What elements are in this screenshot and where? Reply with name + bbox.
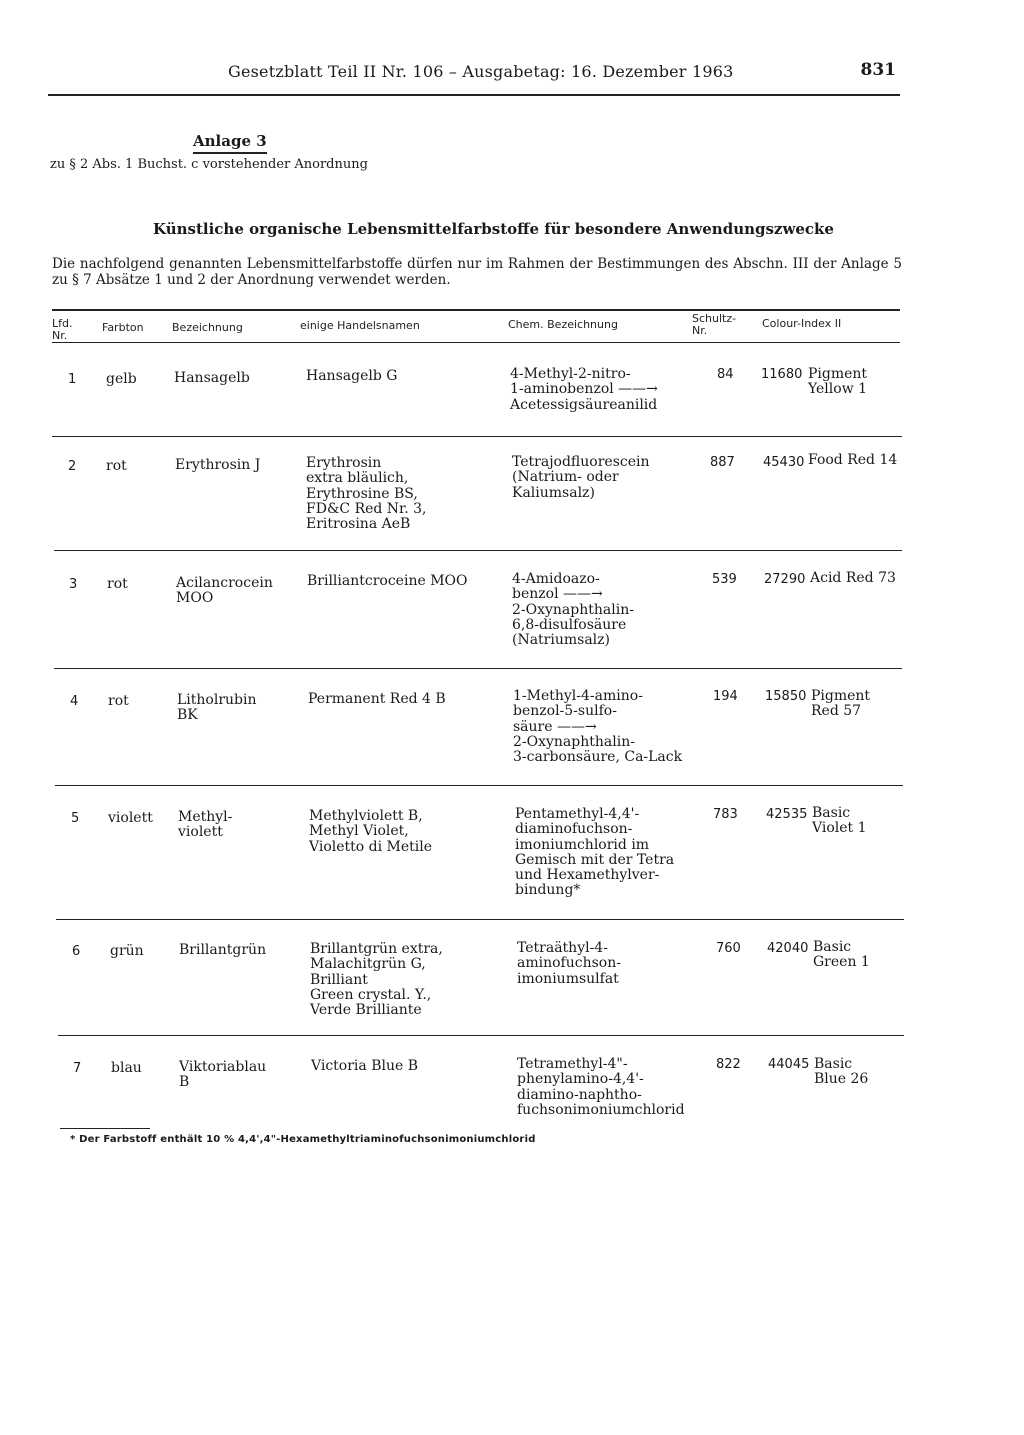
- row-chem: Tetrajodfluorescein (Natrium- oder Kaliumsalz): [512, 454, 650, 501]
- header-title: Gesetzblatt Teil II Nr. 106 – Ausgabetag: 16. Dezember 1963: [228, 62, 734, 81]
- row-farbton: rot: [107, 576, 128, 592]
- row-farbton: rot: [108, 693, 129, 709]
- anlage-reference: zu § 2 Abs. 1 Buchst. c vorstehender Anordnung: [50, 157, 368, 172]
- row-ci-number: 11680: [761, 367, 803, 382]
- row-ci-name: Basic Green 1: [813, 939, 870, 971]
- row-chem: 1-Methyl-4-amino- benzol-5-sulfo- säure ——→ 2-Oxynaphthalin- 3-carbonsäure, Ca-Lack: [513, 688, 683, 766]
- row-nr: 7: [73, 1061, 82, 1076]
- row-ci-name: Pigment Yellow 1: [808, 366, 868, 398]
- row-bezeichnung: Brillantgrün: [179, 942, 267, 958]
- row-chem: Tetramethyl-4"- phenylamino-4,4'- diamino-naphtho- fuchsonimoniumchlorid: [517, 1056, 685, 1118]
- row-chem: 4-Amidoazo- benzol ——→ 2-Oxynaphthalin- 6,8-disulfosäure (Natriumsalz): [512, 571, 634, 649]
- column-header-nr: Lfd. Nr.: [52, 317, 73, 342]
- column-header-handelsnamen: einige Handelsnamen: [300, 319, 420, 332]
- row-bezeichnung: Methyl- violett: [178, 809, 233, 841]
- row-ci-number: 42535: [766, 807, 808, 822]
- row-chem: Pentamethyl-4,4'- diaminofuchson- imoniumchlorid im Gemisch mit der Tetra und Hexamethylver- bindung*: [515, 806, 675, 899]
- row-separator: [56, 919, 904, 920]
- row-ci-number: 42040: [767, 941, 809, 956]
- column-header-schultz: Schultz- Nr.: [692, 312, 737, 337]
- row-schultz: 887: [710, 455, 735, 470]
- row-separator: [58, 1035, 904, 1036]
- row-bezeichnung: Acilancrocein MOO: [176, 575, 273, 607]
- row-separator: [54, 668, 902, 669]
- row-handelsnamen: Erythrosin extra bläulich, Erythrosine BS, FD&C Red Nr. 3, Eritrosina AeB: [306, 455, 427, 533]
- row-separator: [52, 436, 902, 437]
- column-header-chem: Chem. Bezeichnung: [508, 318, 618, 331]
- row-handelsnamen: Hansagelb G: [306, 368, 398, 384]
- row-bezeichnung: Hansagelb: [174, 370, 250, 386]
- row-farbton: blau: [111, 1060, 142, 1076]
- row-schultz: 539: [712, 572, 737, 587]
- row-nr: 3: [69, 577, 78, 592]
- row-separator: [54, 550, 902, 551]
- row-ci-number: 44045: [768, 1057, 810, 1072]
- row-separator: [55, 785, 903, 786]
- table-top-rule: [52, 309, 900, 311]
- column-header-farbton: Farbton: [102, 321, 144, 334]
- row-ci-name: Basic Blue 26: [814, 1056, 869, 1088]
- row-farbton: rot: [106, 458, 127, 474]
- row-chem: Tetraäthyl-4- aminofuchson- imoniumsulfat: [517, 940, 621, 987]
- column-header-bezeichnung: Bezeichnung: [172, 321, 243, 334]
- row-chem: 4-Methyl-2-nitro- 1-aminobenzol ——→ Acetessigsäureanilid: [510, 366, 658, 413]
- row-nr: 6: [72, 944, 81, 959]
- row-ci-name: Pigment Red 57: [811, 688, 871, 720]
- footnote-rule: [60, 1128, 150, 1129]
- table-header-rule: [52, 342, 900, 343]
- row-handelsnamen: Methylviolett B, Methyl Violet, Violetto di Metile: [309, 808, 433, 855]
- row-handelsnamen: Permanent Red 4 B: [308, 691, 446, 707]
- row-handelsnamen: Victoria Blue B: [311, 1058, 419, 1074]
- row-nr: 1: [68, 372, 77, 387]
- row-farbton: gelb: [106, 371, 137, 387]
- row-schultz: 760: [716, 941, 741, 956]
- row-handelsnamen: Brilliantcroceine MOO: [307, 573, 468, 589]
- row-bezeichnung: Viktoriablau B: [179, 1059, 267, 1091]
- row-schultz: 84: [717, 367, 734, 382]
- footnote: * Der Farbstoff enthält 10 % 4,4',4"-Hexamethyltriaminofuchsonimoniumchlorid: [70, 1134, 536, 1145]
- row-ci-number: 15850: [765, 689, 807, 704]
- row-bezeichnung: Erythrosin J: [175, 457, 261, 473]
- column-header-colour-index: Colour-Index II: [762, 317, 842, 330]
- intro-paragraph: Die nachfolgend genannten Lebensmittelfarbstoffe dürfen nur im Rahmen der Bestimmungen des Abschn. III der Anlage 5 zu § 7 Absätze 1 und 2 der Anordnung verwendet werden.: [52, 256, 902, 288]
- row-handelsnamen: Brillantgrün extra, Malachitgrün G, Brilliant Green crystal. Y., Verde Brilliante: [310, 941, 443, 1019]
- row-farbton: grün: [110, 943, 144, 959]
- row-ci-number: 27290: [764, 572, 806, 587]
- page-header: [48, 60, 900, 96]
- document-title: Künstliche organische Lebensmittelfarbstoffe für besondere Anwendungszwecke: [153, 220, 834, 238]
- row-ci-name: Acid Red 73: [810, 570, 896, 586]
- row-farbton: violett: [108, 810, 153, 826]
- row-ci-name: Basic Violet 1: [812, 805, 867, 837]
- anlage-title: Anlage 3: [193, 132, 267, 154]
- row-schultz: 822: [716, 1057, 741, 1072]
- row-nr: 4: [70, 694, 79, 709]
- row-schultz: 194: [713, 689, 738, 704]
- row-ci-number: 45430: [763, 455, 805, 470]
- page-number: 831: [860, 60, 896, 80]
- row-nr: 2: [68, 459, 77, 474]
- row-nr: 5: [71, 811, 80, 826]
- row-schultz: 783: [713, 807, 738, 822]
- row-ci-name: Food Red 14: [808, 452, 898, 468]
- row-bezeichnung: Litholrubin BK: [177, 692, 257, 724]
